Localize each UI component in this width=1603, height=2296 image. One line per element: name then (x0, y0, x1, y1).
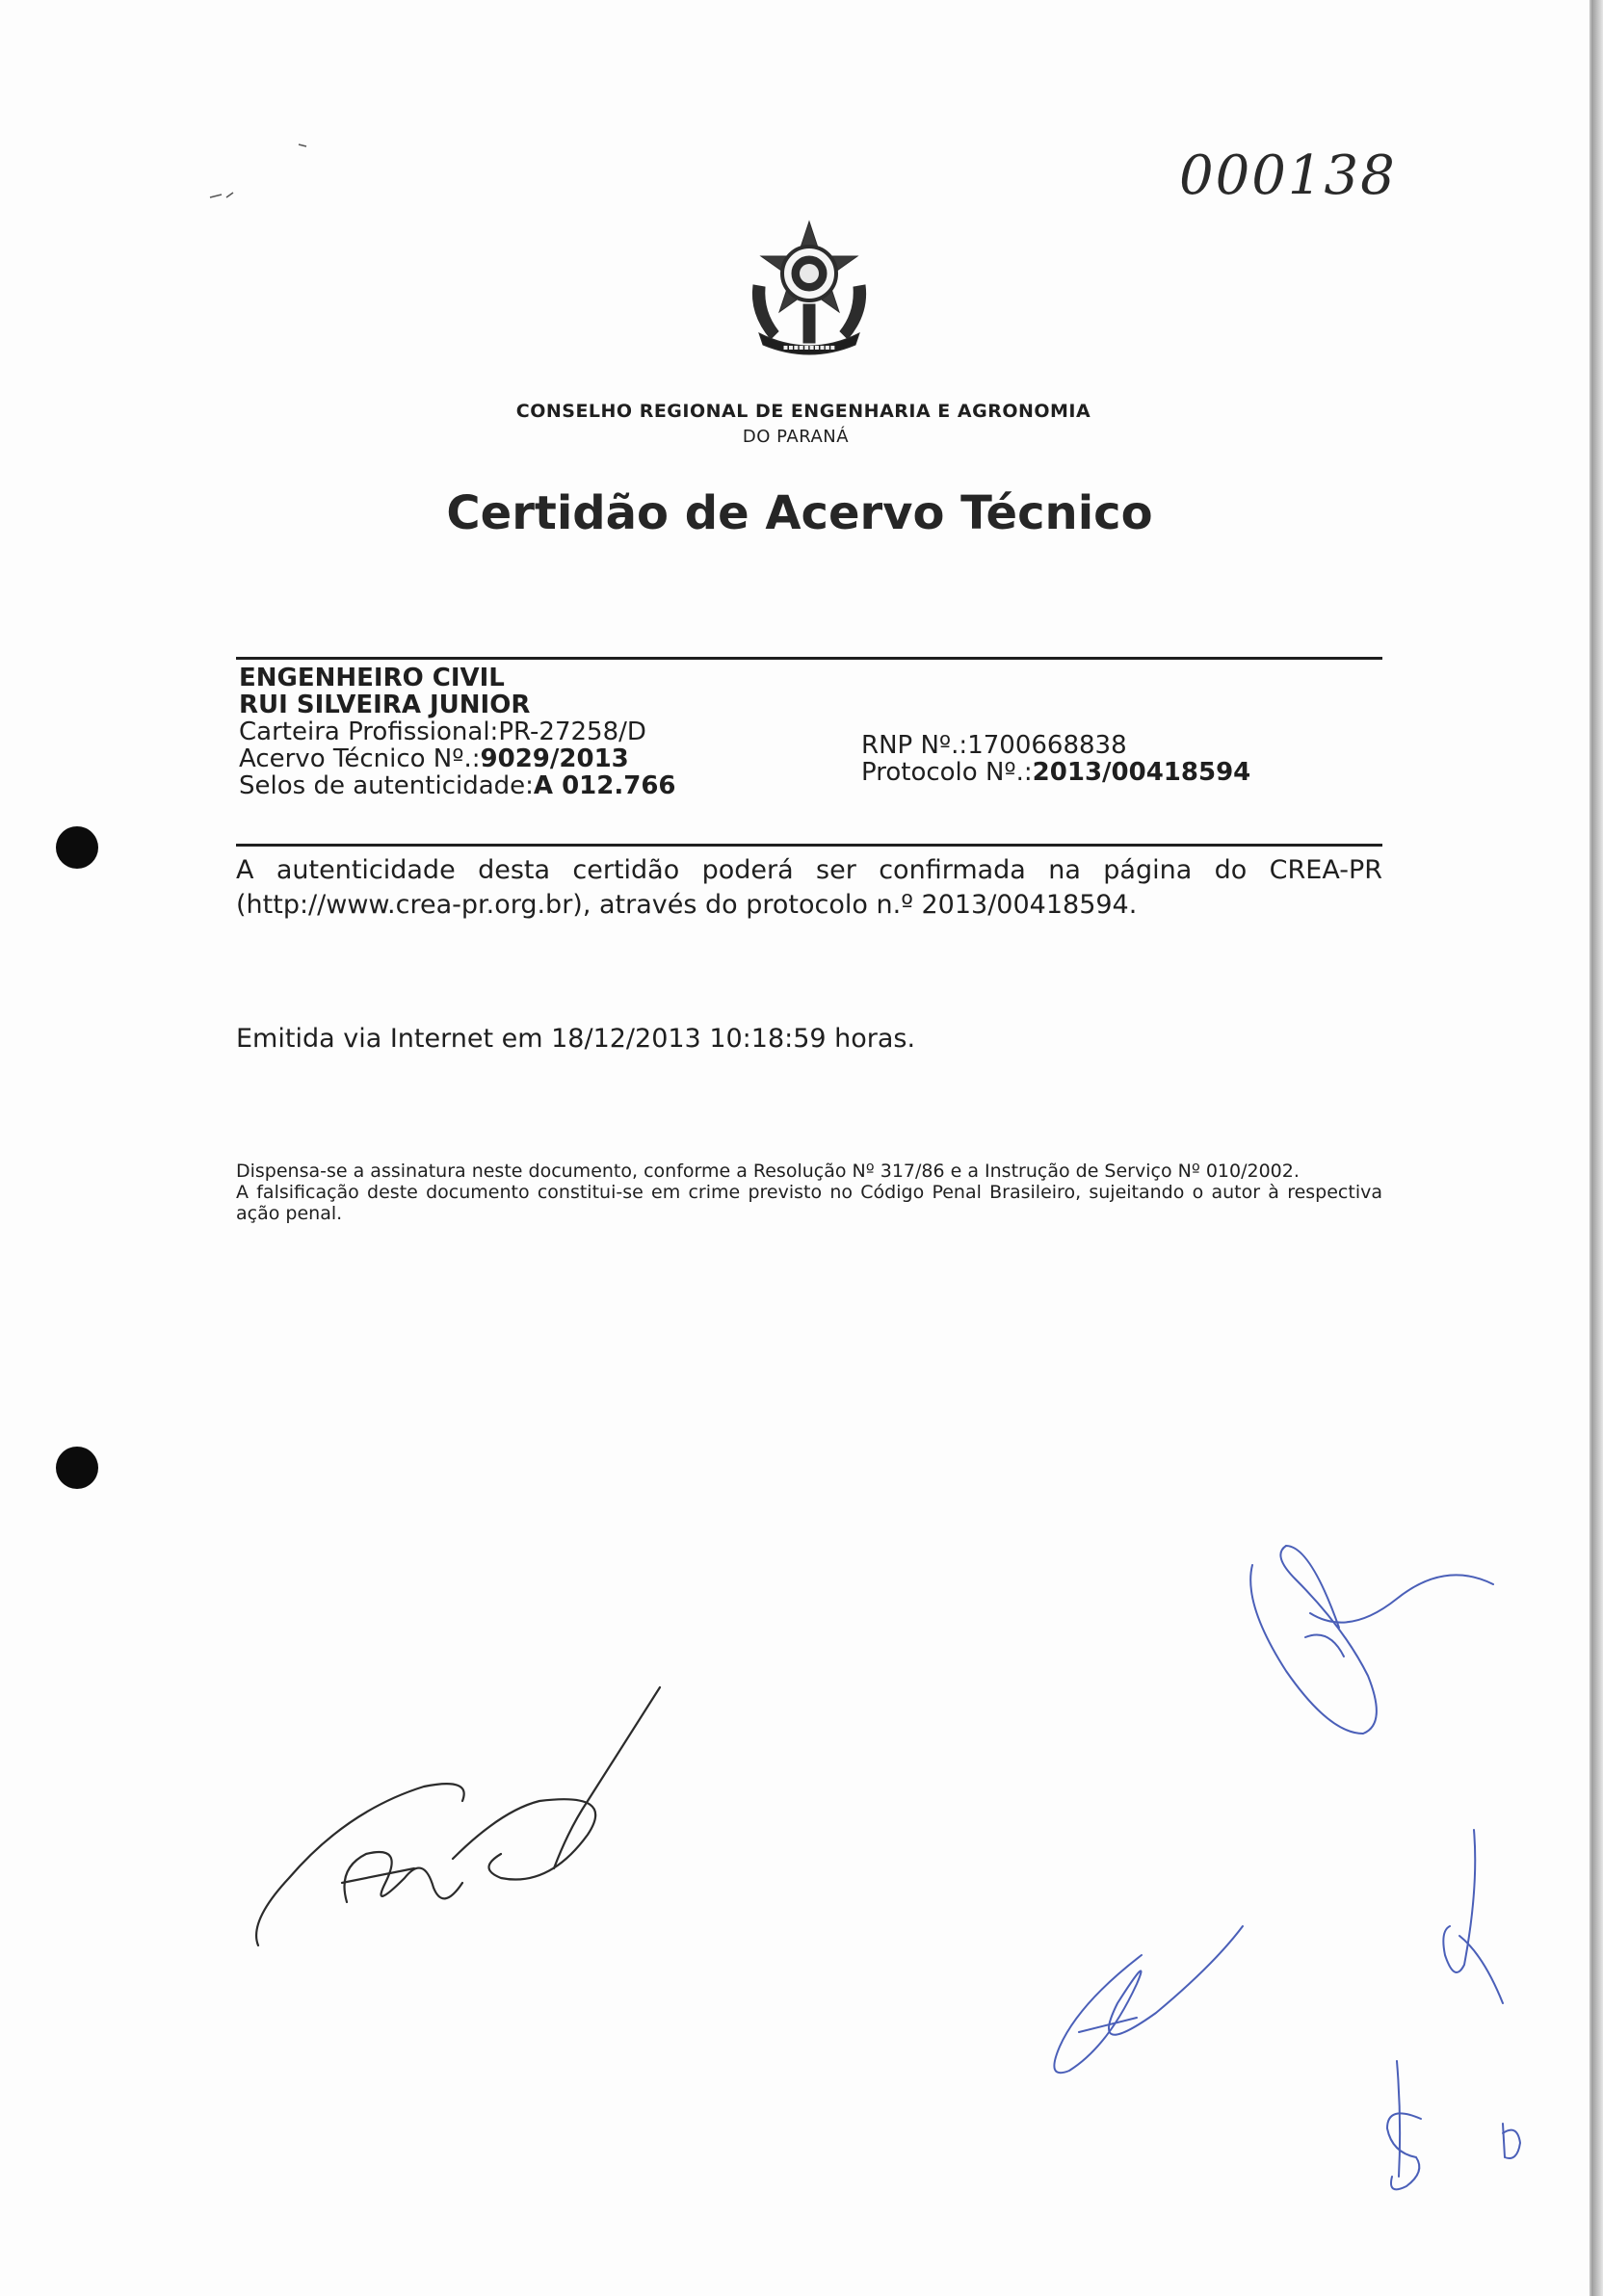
carteira-row (239, 718, 676, 745)
professional-info (239, 665, 676, 799)
protocolo-label: Protocolo Nº.: (861, 758, 1033, 787)
divider-middle (236, 844, 1382, 847)
selos-label: Selos de autenticidade: (239, 771, 534, 800)
rnp-row (861, 732, 1250, 759)
organization-state: DO PARANÁ (742, 427, 850, 447)
forgery-warning-text: A falsificação deste documento constitui-se em crime previsto no Código Penal Brasileiro, sujeitando o autor à respectiva ação penal. (236, 1182, 1382, 1224)
page-number: 000138 (1179, 144, 1397, 207)
protocolo-value: 2013/00418594 (1032, 758, 1251, 787)
professional-name: RUI SILVEIRA JUNIOR (239, 691, 531, 719)
legal-notice (236, 1161, 1382, 1224)
acervo-row (239, 745, 676, 772)
svg-text:▪▪▪▪▪▪▪▪▪▪: ▪▪▪▪▪▪▪▪▪▪ (782, 343, 836, 352)
rnp-label: RNP Nº.: (861, 731, 968, 760)
carteira-value: PR-27258/D (498, 718, 646, 746)
registration-info (861, 732, 1250, 786)
brazil-coat-of-arms-icon (742, 218, 877, 362)
selos-row (239, 772, 676, 799)
rnp-value: 1700668838 (967, 731, 1127, 760)
organization-name: CONSELHO REGIONAL DE ENGENHARIA E AGRONOMIA (515, 401, 1091, 422)
scan-edge (1591, 0, 1603, 2296)
issued-timestamp: Emitida via Internet em 18/12/2013 10:18:59 horas. (236, 1024, 916, 1054)
divider-top (236, 657, 1382, 660)
punch-hole (56, 826, 98, 869)
authenticity-paragraph: A autenticidade desta certidão poderá ser confirmada na página do CREA-PR (http://www.crea-pr.org.br), através do protocolo n.º 2013/00418594. (236, 855, 1382, 920)
acervo-value: 9029/2013 (480, 744, 629, 773)
protocolo-row (861, 759, 1250, 786)
carteira-label: Carteira Profissional: (239, 718, 499, 746)
acervo-label: Acervo Técnico Nº.: (239, 744, 481, 773)
punch-hole (56, 1447, 98, 1489)
document-title: Certidão de Acervo Técnico (446, 486, 1153, 540)
professional-title: ENGENHEIRO CIVIL (239, 664, 505, 692)
signature-waiver-text: Dispensa-se a assinatura neste documento, conforme a Resolução Nº 317/86 e a Instrução de Serviço Nº 010/2002. (236, 1161, 1300, 1182)
selos-value: A 012.766 (533, 771, 676, 800)
